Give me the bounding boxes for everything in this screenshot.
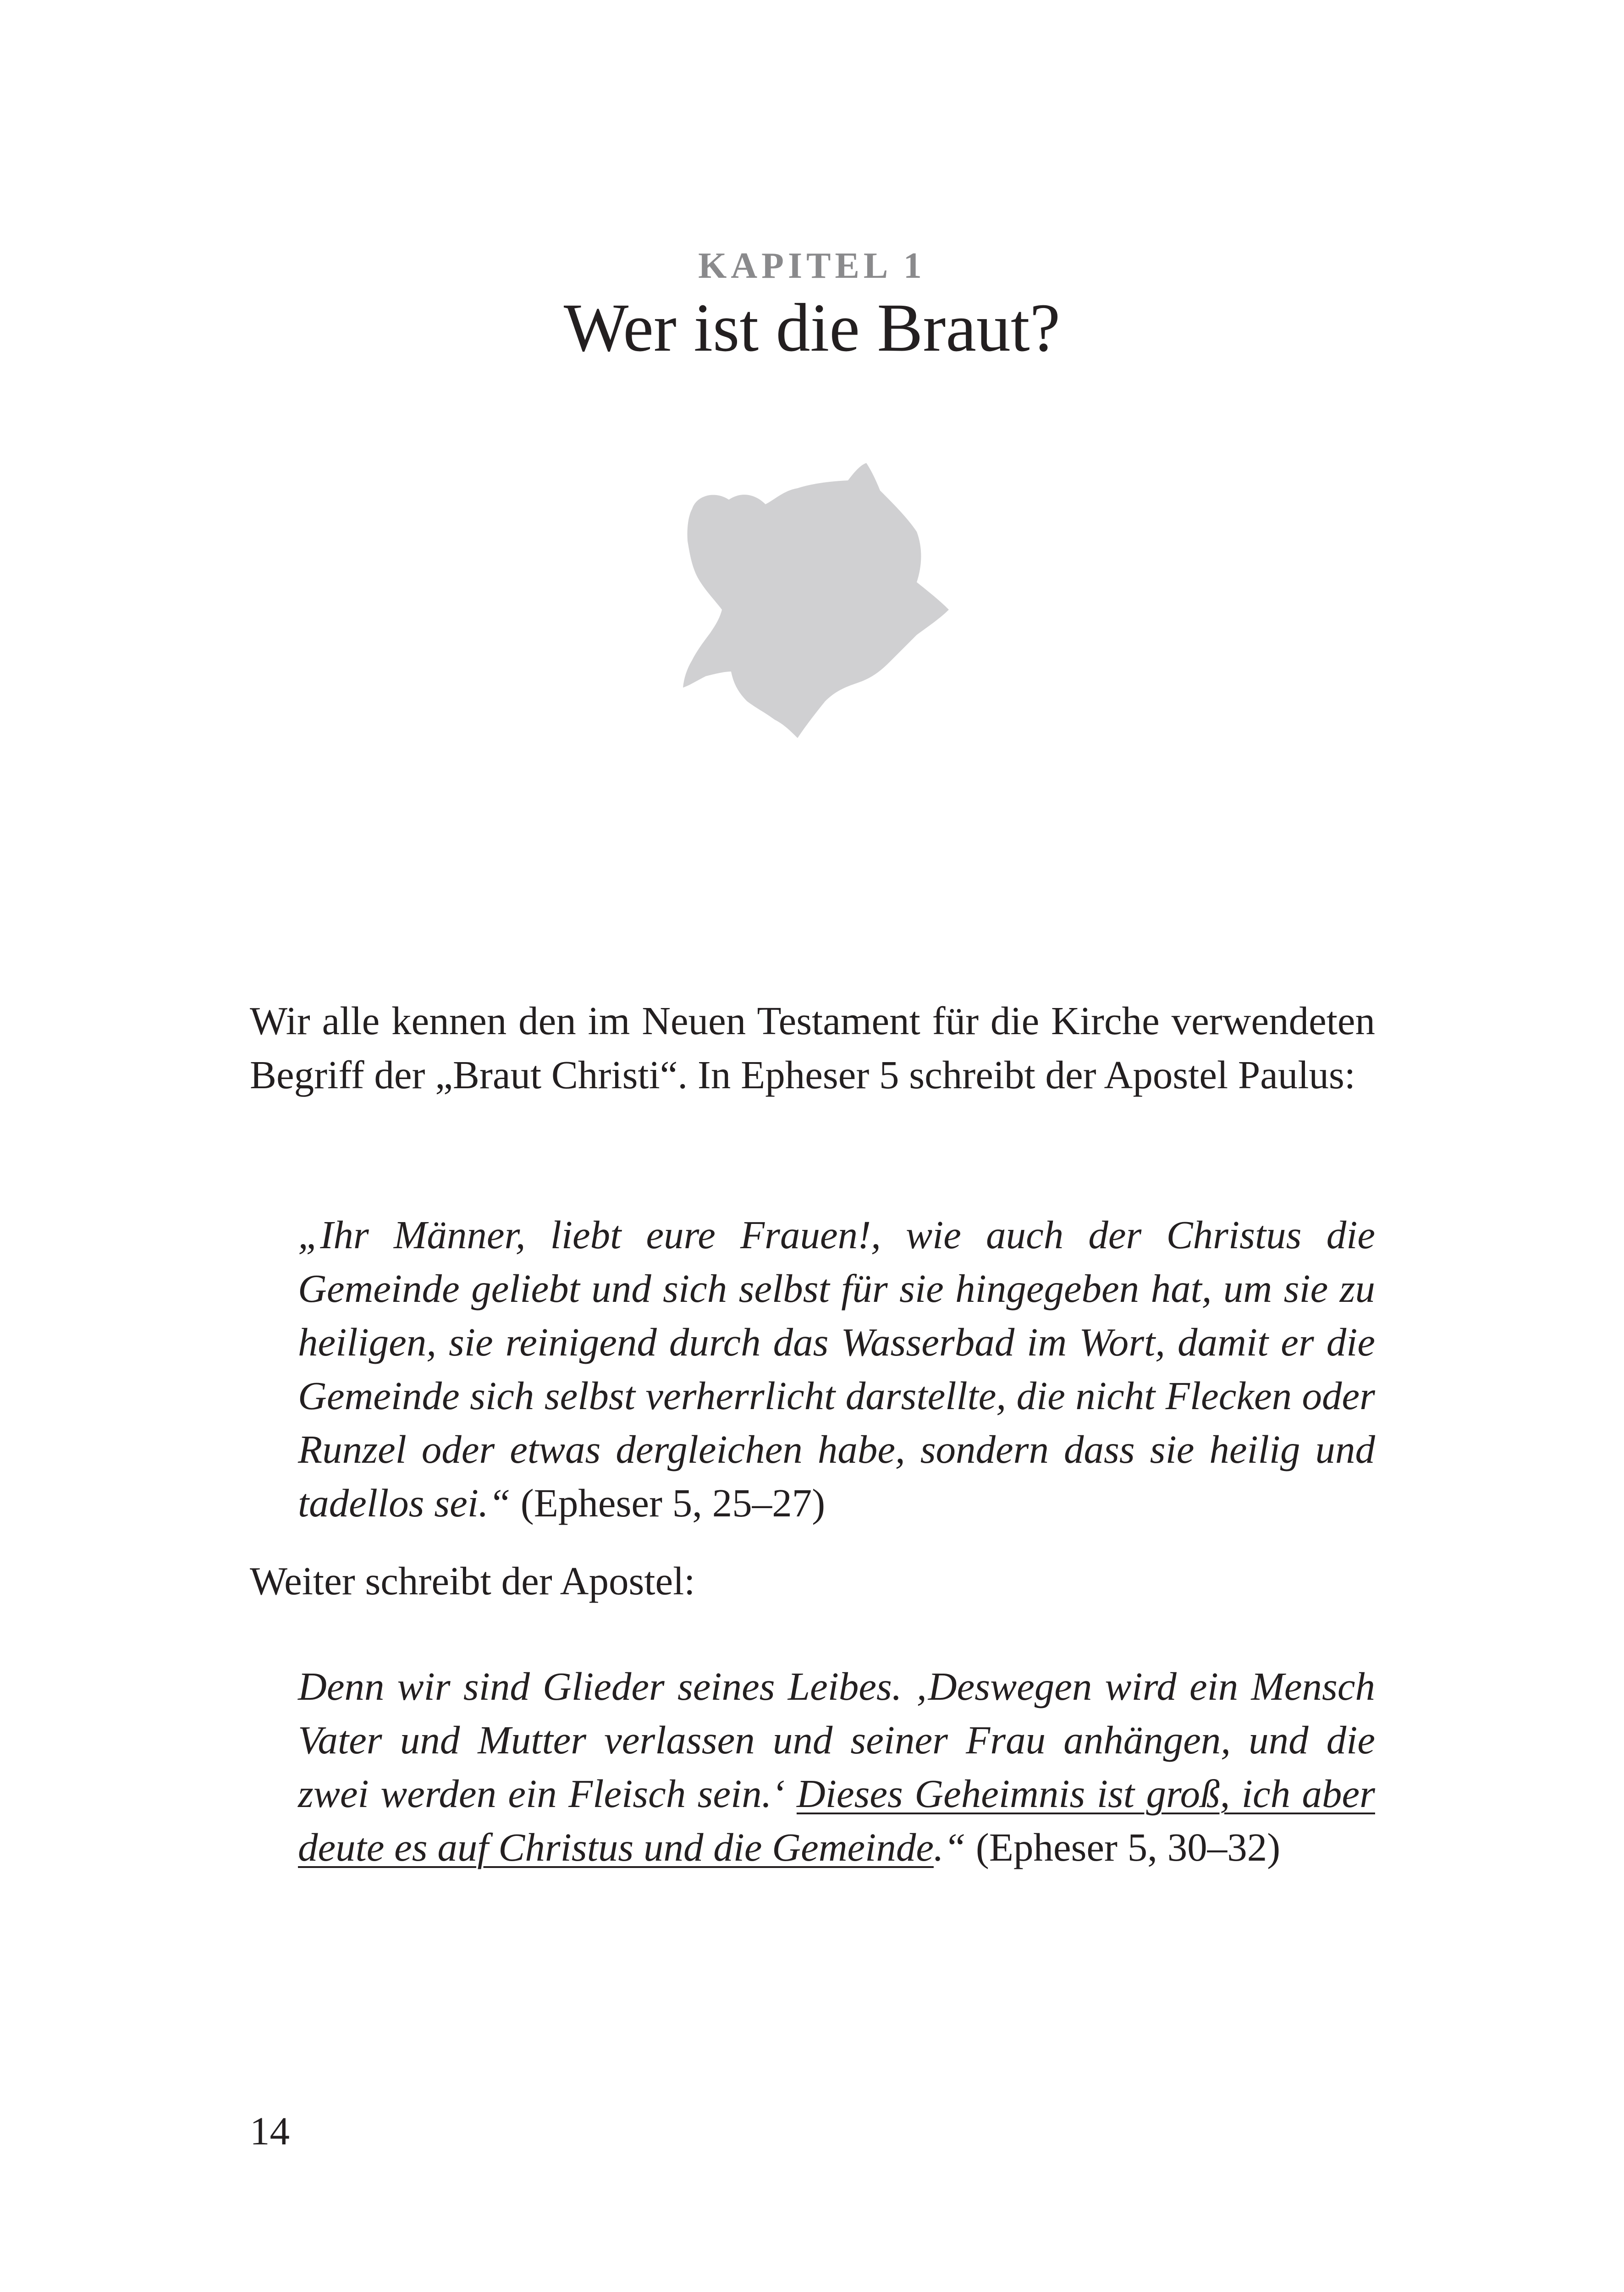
block-quote-ephesians-5-30: [298, 1659, 1375, 1874]
chapter-title: Wer ist die Braut?: [563, 290, 1061, 366]
quote-text-start: Denn wir sind Glieder seines Leibes. ‚Deswegen wird ein Mensch Vater und Mutter verlassen und seiner Frau anhängen, und die zwei werden ein Fleisch sein.‘: [298, 1664, 1375, 1816]
transition-paragraph: Weiter schreibt der Apostel:: [250, 1559, 695, 1603]
flower-ornament-shape: [683, 463, 949, 738]
intro-paragraph: Wir alle kennen den im Neuen Testament für die Kirche verwendeten Begriff der „Braut Christi“. In Epheser 5 schreibt der Apostel Paulus:: [250, 998, 1375, 1097]
quote-text-underlined: Dieses Geheimnis ist groß, ich aber deute es auf Christus und die Gemeinde: [298, 1771, 1375, 1869]
quote-reference: (Epheser 5, 25–27): [520, 1481, 826, 1525]
page-number: 14: [250, 2109, 290, 2153]
quote-reference: (Epheser 5, 30–32): [975, 1825, 1281, 1869]
quote-text-end: .“: [933, 1825, 966, 1869]
block-quote-ephesians-5-25: [298, 1208, 1375, 1530]
quote-text: „Ihr Männer, liebt eure Frauen!, wie auch der Christus die Gemeinde geliebt und sich selbst für sie hingegeben hat, um sie zu heiligen, sie reinigend durch das Wasserbad im Wort, damit er die Gemeinde sich selbst verherrlicht darstellte, die nicht Flecken oder Runzel oder etwas dergleichen habe, sondern dass sie heilig und tadellos sei.“: [298, 1212, 1375, 1525]
flower-icon: [678, 463, 949, 738]
chapter-label: KAPITEL 1: [698, 246, 926, 286]
